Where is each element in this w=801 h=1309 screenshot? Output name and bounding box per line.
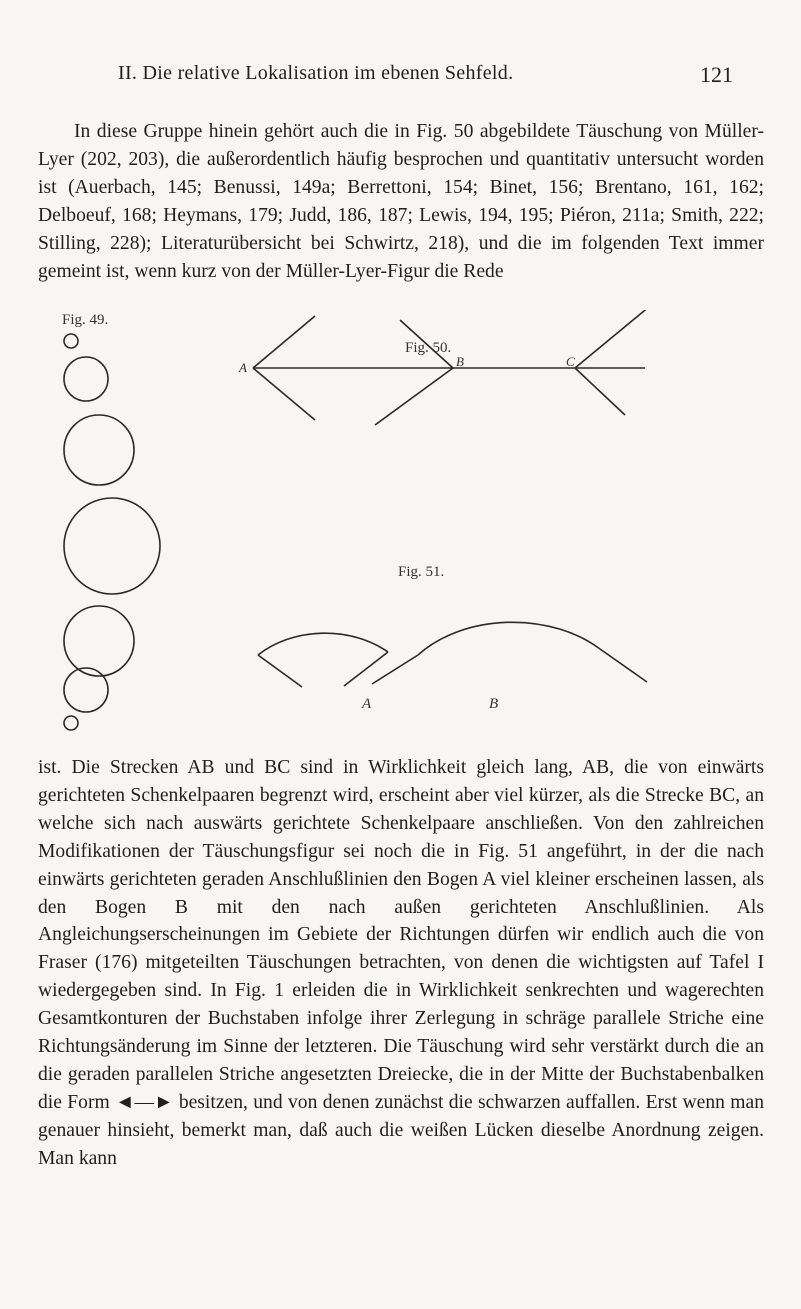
fig50-label-c: C xyxy=(566,354,575,369)
fig50-b-lower-fin xyxy=(375,368,453,425)
paragraph-2 xyxy=(38,754,764,1173)
fig49-circles xyxy=(64,334,160,730)
fig51-arc-a-right-line xyxy=(344,652,388,686)
fig50-a-lower-fin xyxy=(253,368,315,420)
fig49-circle-5 xyxy=(64,606,134,676)
page-header xyxy=(0,62,801,98)
paragraph-2-text: ist. Die Strecken AB und BC sind in Wirklichkeit gleich lang, AB, die von einwärts gerichteten Schenkelpaaren begrenzt wird, erscheint aber viel kürzer, als die Strecke BC, an welche sich nach auswärts gerichtete Schenkelpaare anschließen. Von den zahlreichen Modifikationen der Täuschungsfigur sei noch die in Fig. 51 angeführt, in der die nach einwärts gerichteten geraden Anschlußlinien den Bogen A viel kleiner erscheinen lassen, als den Bogen B mit den nach außen gerichteten Anschlußlinien. Als Angleichungserscheinungen im Gebiete der Richtungen dürfen wir endlich auch die von Fraser (176) mitgeteilten Täuschungen betrachten, von denen die wichtigsten auf Tafel I wiedergegeben sind. In Fig. 1 erleiden die in Wirklichkeit senkrechten und wagerechten Gesamtkonturen der Buchstaben infolge ihrer Zerlegung in schräge parallele Striche eine Richtungsänderung im Sinne der letzteren. Die Täuschung wird sehr verstärkt durch die an die geraden parallelen Striche angesetzten Dreiecke, die in der Mitte der Buchstabenbalken die Form ◄—► besitzen, und von denen zunächst die schwarzen auffallen. Erst wenn man genauer hinsieht, bemerkt man, daß auch die weißen Lücken dieselbe Anordnung zeigen. Man kann xyxy=(38,757,764,1169)
fig51-caption: Fig. 51. xyxy=(398,564,445,580)
fig49-circle-1 xyxy=(64,334,78,348)
running-head: II. Die relative Lokalisation im ebenen Sehfeld. xyxy=(118,62,514,84)
fig50-figure xyxy=(253,310,650,425)
fig50-c-upper-fin xyxy=(575,310,650,368)
fig51-figure xyxy=(258,622,647,687)
fig51-arc-b-right-line xyxy=(600,649,647,682)
fig49-circle-2 xyxy=(64,357,108,401)
fig50-label-b: B xyxy=(456,354,464,369)
paragraph-1 xyxy=(38,118,764,285)
figures-svg xyxy=(0,310,801,740)
fig49-circle-3 xyxy=(64,415,134,485)
fig51-arc-a xyxy=(258,633,388,655)
fig49-circle-4 xyxy=(64,498,160,594)
fig51-arc-a-left-line xyxy=(258,655,302,687)
fig49-circle-7 xyxy=(64,716,78,730)
paragraph-1-text: In diese Gruppe hinein gehört auch die in Fig. 50 abgebildete Täuschung von Müller-Lyer (202, 203), die außerordentlich häufig besprochen und quantitativ untersucht worden ist (Auerbach, 145; Benussi, 149a; Berrettoni, 154; Binet, 156; Brentano, 161, 162; Delboeuf, 168; Heymans, 179; Judd, 186, 187; Lewis, 194, 195; Piéron, 211a; Smith, 222; Stilling, 228); Literaturübersicht bei Schwirtz, 218), und die im folgenden Text immer gemeint ist, wenn kurz von der Müller-Lyer-Figur die Rede xyxy=(38,121,764,282)
page-number: 121 xyxy=(700,62,733,87)
fig49-circle-6 xyxy=(64,668,108,712)
figures-area xyxy=(0,310,801,740)
fig50-caption: Fig. 50. xyxy=(405,340,452,356)
fig49-caption: Fig. 49. xyxy=(62,312,109,328)
fig51-arc-b xyxy=(418,622,600,655)
fig51-label-a: A xyxy=(362,696,372,712)
fig50-label-a: A xyxy=(239,360,247,375)
fig50-a-upper-fin xyxy=(253,316,315,368)
fig51-label-b: B xyxy=(489,696,499,712)
fig50-c-lower-fin xyxy=(575,368,625,415)
